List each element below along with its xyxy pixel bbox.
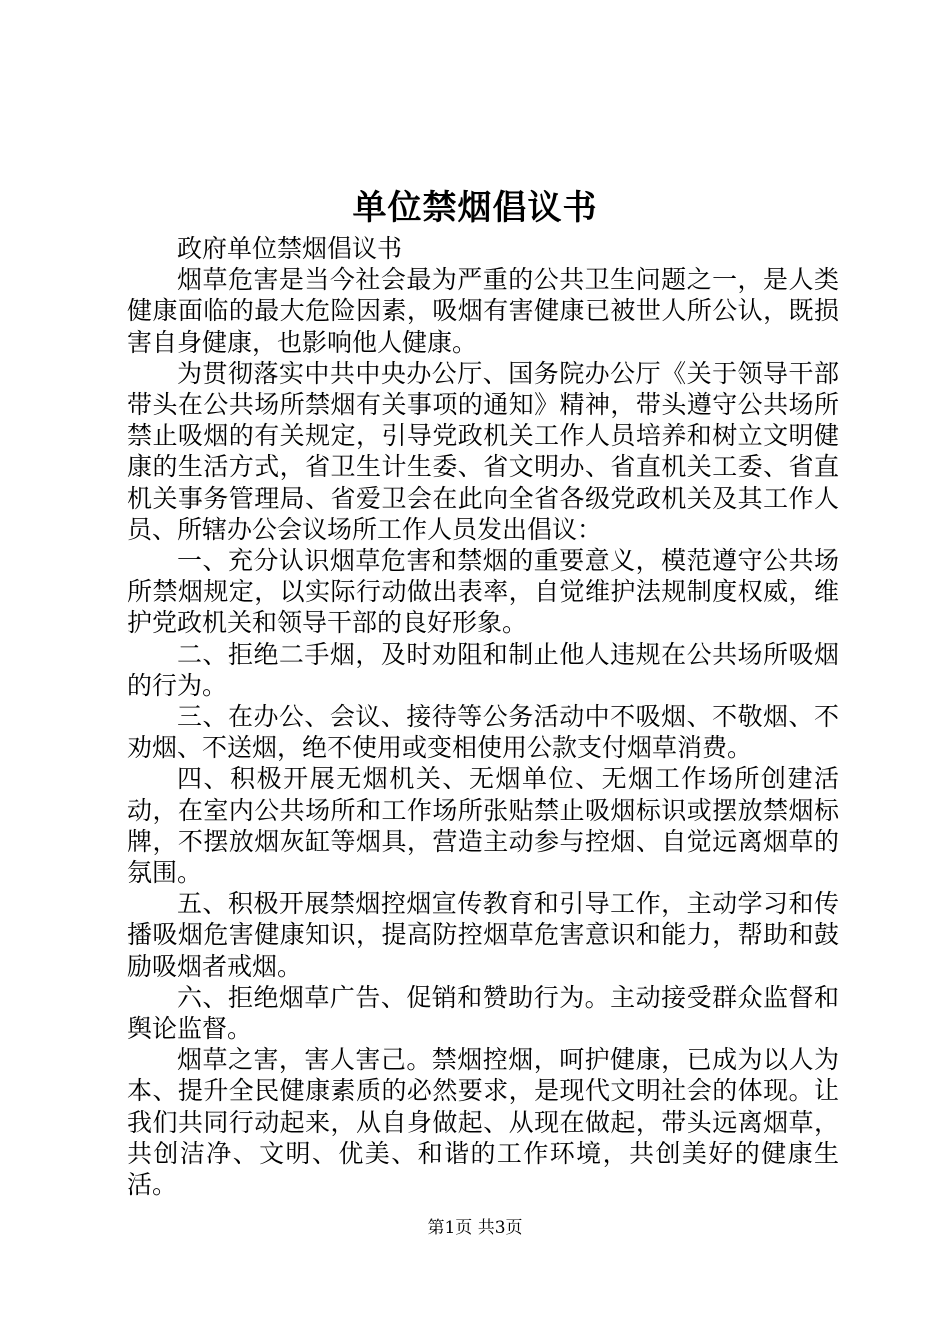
document-title: 单位禁烟倡议书 [352,188,598,228]
paragraph-intro: 烟草危害是当今社会最为严重的公共卫生问题之一，是人类健康面临的最大危险因素，吸烟有害健康已被世人所公认，既损害自身健康，也影响他人健康。 [127,265,839,357]
paragraph-item-4: 四、积极开展无烟机关、无烟单位、无烟工作场所创建活动，在室内公共场所和工作场所张贴禁止吸烟标识或摆放禁烟标牌，不摆放烟灰缸等烟具，营造主动参与控烟、自觉远离烟草的氛围。 [127,764,839,888]
paragraph-conclusion: 烟草之害，害人害己。禁烟控烟，呵护健康，已成为以人为本、提升全民健康素质的必然要求，是现代文明社会的体现。让我们共同行动起来，从自身做起、从现在做起，带头远离烟草，共创洁净、文明、优美、和谐的工作环境，共创美好的健康生活。 [127,1045,839,1200]
paragraph-item-5: 五、积极开展禁烟控烟宣传教育和引导工作，主动学习和传播吸烟危害健康知识，提高防控烟草危害意识和能力，帮助和鼓励吸烟者戒烟。 [127,889,839,981]
paragraph-item-6: 六、拒绝烟草广告、促销和赞助行为。主动接受群众监督和舆论监督。 [127,982,839,1044]
document-body [127,233,839,1200]
paragraph-item-3: 三、在办公、会议、接待等公务活动中不吸烟、不敬烟、不劝烟、不送烟，绝不使用或变相使用公款支付烟草消费。 [127,702,839,763]
paragraph-item-1: 一、充分认识烟草危害和禁烟的重要意义，模范遵守公共场所禁烟规定，以实际行动做出表率，自觉维护法规制度权威，维护党政机关和领导干部的良好形象。 [127,546,839,638]
document-subtitle: 政府单位禁烟倡议书 [177,234,403,263]
paragraph-item-2: 二、拒绝二手烟，及时劝阻和制止他人违规在公共场所吸烟的行为。 [127,639,839,700]
paragraph-background: 为贯彻落实中共中央办公厅、国务院办公厅《关于领导干部带头在公共场所禁烟有关事项的通知》精神，带头遵守公共场所禁止吸烟的有关规定，引导党政机关工作人员培养和树立文明健康的生活方式，省卫生计生委、省文明办、省直机关工委、省直机关事务管理局、省爱卫会在此向全省各级党政机关及其工作人员、所辖办公会议场所工作人员发出倡议： [127,358,839,544]
page-number-indicator: 第1页 共3页 [427,1218,523,1238]
